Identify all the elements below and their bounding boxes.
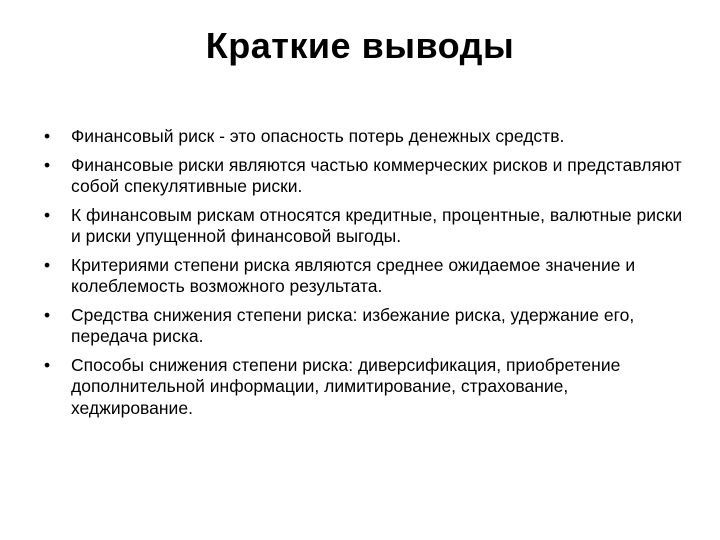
- bullet-item: [44, 255, 692, 298]
- bullet-text: Средства снижения степени риска: избежание риска, удержание его, передача риска.: [71, 304, 635, 346]
- bullet-icon: •: [44, 254, 51, 275]
- bullet-icon: •: [44, 204, 51, 225]
- slide-title: Краткие выводы: [205, 25, 515, 66]
- bullet-icon: •: [44, 154, 51, 175]
- bullet-item: [44, 126, 692, 148]
- bullet-icon: •: [44, 304, 51, 325]
- bullet-text: Финансовый риск - это опасность потерь денежных средств.: [71, 126, 565, 146]
- bullet-item: [44, 355, 692, 420]
- bullet-list: [44, 126, 692, 426]
- bullet-text: Финансовые риски являются частью коммерческих рисков и представляют собой спекулятивные риски.: [71, 154, 682, 196]
- bullet-icon: •: [44, 126, 51, 146]
- bullet-text: Способы снижения степени риска: диверсификация, приобретение дополнительной информации, лимитирование, страхование, хеджирование.: [71, 354, 621, 418]
- bullet-item: [44, 305, 692, 348]
- bullet-item: [44, 205, 692, 248]
- bullet-icon: •: [44, 354, 51, 375]
- bullet-item: [44, 155, 692, 198]
- bullet-text: К финансовым рискам относятся кредитные, процентные, валютные риски и риски упущенной финансовой выгоды.: [71, 204, 683, 246]
- bullet-text: Критериями степени риска являются среднее ожидаемое значение и колеблемость возможного результата.: [71, 254, 636, 296]
